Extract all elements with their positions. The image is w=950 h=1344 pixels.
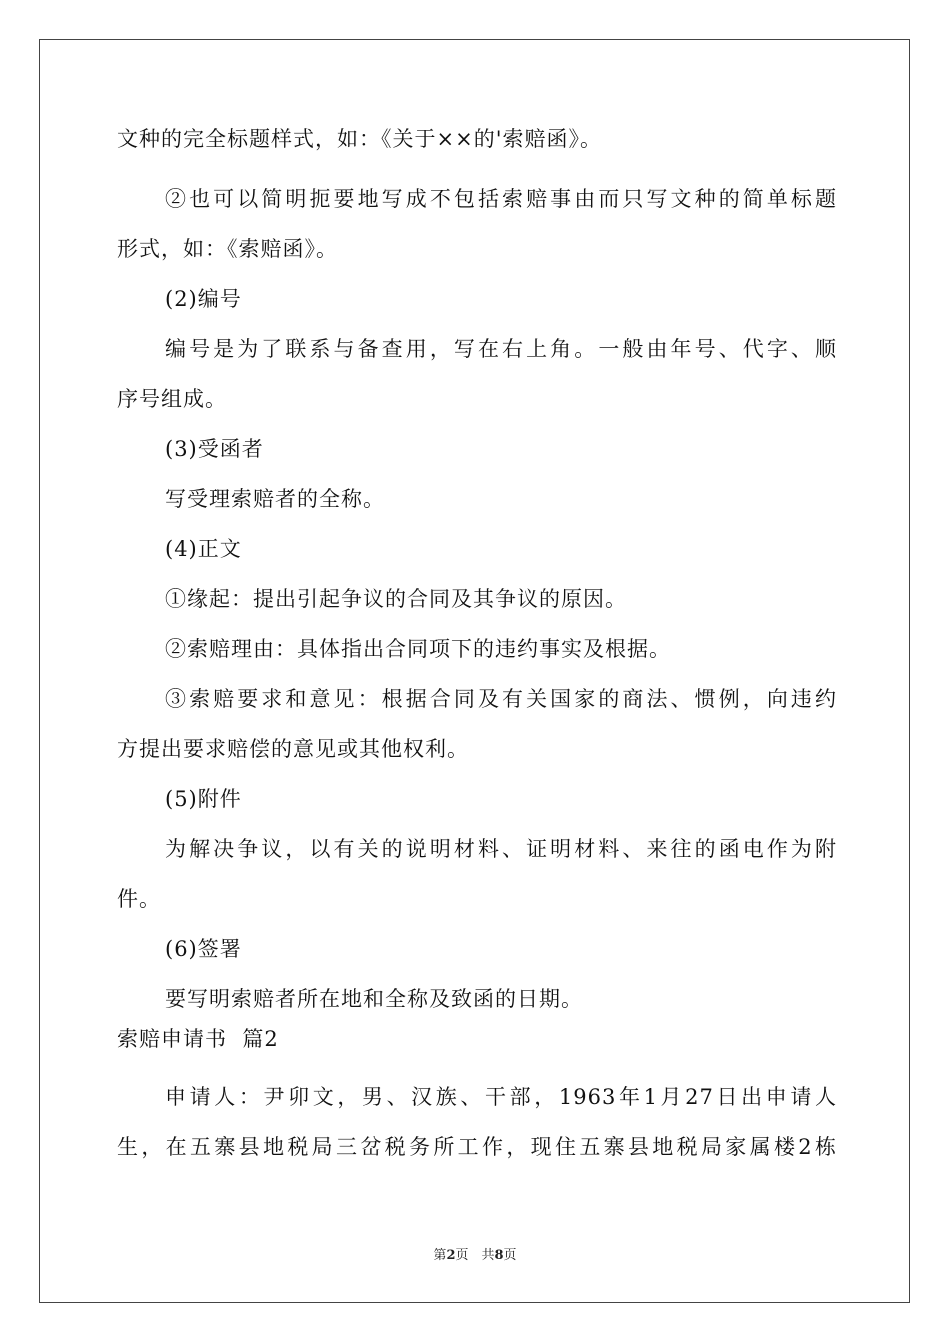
footer-prefix: 第: [433, 1248, 447, 1263]
paragraph-line: 方提出要求赔偿的意见或其他权利。: [117, 737, 469, 761]
paragraph-line: 申请人：尹卯文，男、汉族、干部，1963年1月27日出申请人: [165, 1085, 837, 1109]
paragraph-line: 写受理索赔者的全称。: [165, 487, 385, 511]
article-title: 索赔申请书 篇2: [117, 1027, 279, 1051]
page-border: [39, 39, 910, 1303]
paragraph-line: 件。: [117, 887, 161, 911]
paragraph-line: ①缘起：提出引起争议的合同及其争议的原因。: [165, 587, 627, 611]
paragraph-line: ②也可以简明扼要地写成不包括索赔事由而只写文种的简单标题: [165, 187, 837, 211]
page-footer: [0, 1244, 950, 1263]
footer-suffix: 页: [503, 1248, 517, 1263]
paragraph-line: 生，在五寨县地税局三岔税务所工作，现住五寨县地税局家属楼2栋: [117, 1135, 837, 1159]
paragraph-line: ③索赔要求和意见：根据合同及有关国家的商法、惯例，向违约: [165, 687, 837, 711]
paragraph-line: 序号组成。: [117, 387, 227, 411]
section-heading: (3)受函者: [165, 437, 264, 461]
paragraph-line: ②索赔理由：具体指出合同项下的违约事实及根据。: [165, 637, 671, 661]
section-heading: (2)编号: [165, 287, 242, 311]
paragraph-line: 形式，如：《索赔函》。: [117, 237, 338, 261]
paragraph-line: 编号是为了联系与备查用，写在右上角。一般由年号、代字、顺: [165, 337, 837, 361]
paragraph-line: 文种的完全标题样式，如：《关于××的'索赔函》。: [117, 127, 602, 151]
paragraph-line: 要写明索赔者所在地和全称及致函的日期。: [165, 987, 583, 1011]
footer-mid: 页 共: [455, 1248, 495, 1263]
current-page-number: 2: [446, 1248, 456, 1263]
section-heading: (4)正文: [165, 537, 242, 561]
total-pages-number: 8: [494, 1248, 504, 1263]
paragraph-line: 为解决争议，以有关的说明材料、证明材料、来往的函电作为附: [165, 837, 837, 861]
section-heading: (5)附件: [165, 787, 242, 811]
section-heading: (6)签署: [165, 937, 242, 961]
